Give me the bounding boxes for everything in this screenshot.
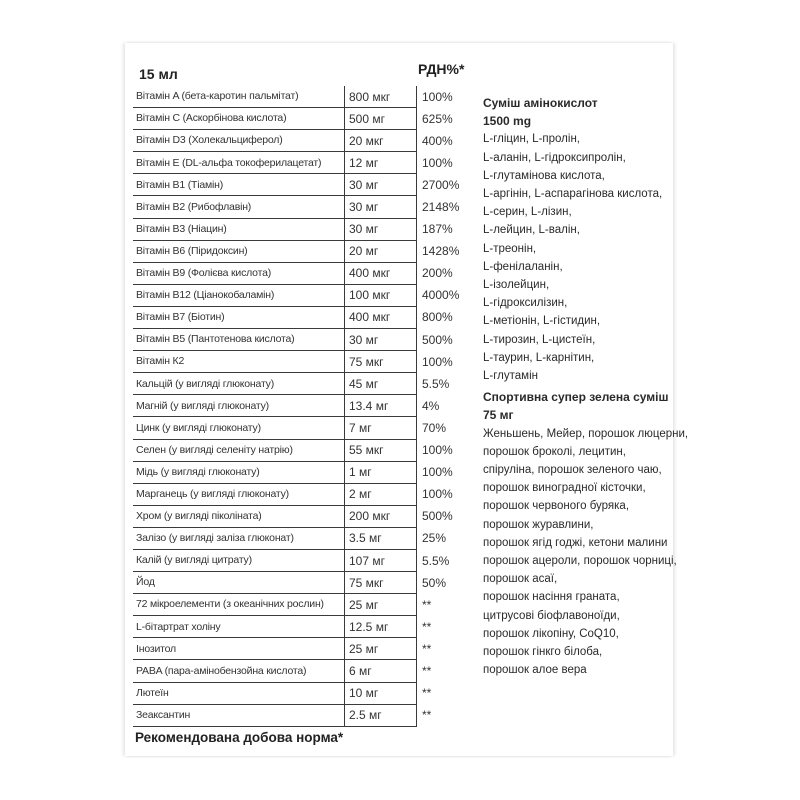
ingredient-line: L-глутамінова кислота, — [483, 169, 605, 182]
ingredient-line: порошок виноградної кісточки, — [483, 482, 646, 495]
nutrient-amount: 7 мг — [345, 417, 417, 439]
nutrient-daily-value: 100% — [422, 89, 453, 104]
nutrient-name: Вітамін B9 (Фолієва кислота) — [133, 262, 345, 284]
table-row — [133, 174, 482, 196]
nutrient-daily-value: 2700% — [422, 177, 460, 192]
amino-blend-list — [483, 130, 678, 385]
nutrient-amount: 25 мг — [345, 594, 417, 616]
table-row — [133, 483, 482, 505]
table-row — [133, 262, 482, 284]
nutrient-daily-value: 70% — [422, 420, 447, 435]
table-row — [133, 638, 482, 660]
table-row — [133, 240, 482, 262]
nutrient-amount: 55 мкг — [345, 439, 417, 461]
nutrient-name: Марганець (у вигляді глюконату) — [133, 483, 345, 505]
nutrient-amount: 25 мг — [345, 638, 417, 660]
nutrient-name: Вітамін C (Аскорбінова кислота) — [133, 108, 345, 130]
amino-blend-title: Суміш амінокислот — [483, 96, 598, 110]
nutrient-name: L-бітартрат холіну — [133, 616, 345, 638]
ingredient-line: порошок журавлини, — [483, 518, 594, 531]
nutrient-name: 72 мікроелементи (з океанічних рослин) — [133, 594, 345, 616]
nutrient-name: Цинк (у вигляді глюконату) — [133, 417, 345, 439]
nutrient-name: Залізо (у вигляді заліза глюконат) — [133, 527, 345, 549]
nutrient-amount: 12 мг — [345, 152, 417, 174]
table-row — [133, 704, 482, 726]
table-row — [133, 130, 482, 152]
greens-blend-title: Спортивна супер зелена суміш — [483, 390, 669, 405]
table-row — [133, 572, 482, 594]
nutrient-amount: 500 мг — [345, 108, 417, 130]
nutrient-daily-value: 4% — [422, 398, 440, 413]
nutrient-amount: 6 мг — [345, 660, 417, 682]
ingredient-line: L-гліцин, L-пролін, — [483, 133, 580, 146]
nutrient-name: Зеаксантин — [133, 704, 345, 726]
table-row — [133, 594, 482, 616]
table-row — [133, 373, 482, 395]
greens-blend-list — [483, 425, 689, 680]
table-row — [133, 196, 482, 218]
nutrient-amount: 75 мкг — [345, 572, 417, 594]
table-row — [133, 218, 482, 240]
nutrient-name: Лютеїн — [133, 682, 345, 704]
ingredient-line: L-таурин, L-карнітин, — [483, 351, 595, 364]
footnote: Рекомендована добова норма* — [135, 730, 344, 745]
table-row — [133, 660, 482, 682]
greens-blend-amount: 75 мг — [483, 408, 514, 423]
table-row — [133, 152, 482, 174]
ingredient-line: Женьшень, Мейер, порошок люцерни, — [483, 427, 689, 440]
table-row — [133, 682, 482, 704]
nutrient-amount: 20 мкг — [345, 130, 417, 152]
nutrient-daily-value: ** — [422, 686, 432, 701]
ingredient-line: порошок ацероли, порошок чорниці, — [483, 555, 677, 568]
nutrient-amount: 30 мг — [345, 196, 417, 218]
nutrient-daily-value: ** — [422, 663, 432, 678]
nutrient-name: Вітамін B3 (Ніацин) — [133, 218, 345, 240]
ingredient-line: спіруліна, порошок зеленого чаю, — [483, 464, 662, 477]
nutrient-name: Вітамін D3 (Холекальциферол) — [133, 130, 345, 152]
nutrient-daily-value: 100% — [422, 465, 453, 480]
nutrient-name: Калій (у вигляді цитрату) — [133, 549, 345, 571]
nutrient-name: Вітамін К2 — [133, 351, 345, 373]
ingredient-line: порошок ягід годжі, кетони малини — [483, 536, 668, 549]
nutrient-daily-value: 625% — [422, 111, 453, 126]
ingredient-line: цитрусові біофлавоноїди, — [483, 609, 620, 622]
nutrient-name: Вітамін B2 (Рибофлавін) — [133, 196, 345, 218]
nutrient-daily-value: 500% — [422, 332, 453, 347]
nutrient-daily-value: 800% — [422, 310, 453, 325]
nutrient-name: Мідь (у вигляді глюконату) — [133, 461, 345, 483]
nutrient-amount: 75 мкг — [345, 351, 417, 373]
nutrient-name: Селен (у вигляді селеніту натрію) — [133, 439, 345, 461]
nutrient-daily-value: 100% — [422, 354, 453, 369]
nutrient-amount: 13.4 мг — [345, 395, 417, 417]
table-row — [133, 108, 482, 130]
nutrient-daily-value: 4000% — [422, 288, 460, 303]
table-row — [133, 461, 482, 483]
nutrient-daily-value: 2148% — [422, 200, 460, 215]
table-row — [133, 616, 482, 638]
table-row — [133, 86, 482, 108]
nutrient-amount: 30 мг — [345, 329, 417, 351]
nutrient-amount: 10 мг — [345, 682, 417, 704]
table-row — [133, 439, 482, 461]
ingredient-line: L-метіонін, L-гістидин, — [483, 315, 601, 328]
nutrient-daily-value: ** — [422, 708, 432, 723]
nutrient-name: Хром (у вигляді пiколiната) — [133, 505, 345, 527]
nutrient-amount: 30 мг — [345, 174, 417, 196]
ingredient-line: L-ізолейцин, — [483, 279, 550, 292]
nutrient-daily-value: 5.5% — [422, 553, 450, 568]
ingredient-line: порошок лікопіну, CoQ10, — [483, 627, 619, 640]
table-row — [133, 549, 482, 571]
nutrient-daily-value: 100% — [422, 155, 453, 170]
ingredient-line: L-серин, L-лізин, — [483, 206, 572, 219]
serving-size: 15 мл — [139, 66, 178, 82]
nutrient-name: Інозитол — [133, 638, 345, 660]
nutrient-daily-value: ** — [422, 619, 432, 634]
nutrient-daily-value: 200% — [422, 266, 453, 281]
nutrient-name: Вітамін B5 (Пантотенова кислота) — [133, 329, 345, 351]
nutrient-name: Кальцій (у вигляді глюконату) — [133, 373, 345, 395]
table-row — [133, 306, 482, 328]
ingredient-line: порошок червоного буряка, — [483, 500, 630, 513]
nutrient-daily-value: 1428% — [422, 244, 460, 259]
table-row — [133, 417, 482, 439]
nutrient-amount: 3.5 мг — [345, 527, 417, 549]
nutrient-name: Вітамін B1 (Тіамін) — [133, 174, 345, 196]
nutrient-amount: 107 мг — [345, 549, 417, 571]
nutrient-amount: 30 мг — [345, 218, 417, 240]
ingredient-line: L-аланін, L-гідроксипролін, — [483, 151, 626, 164]
ingredient-line: порошок броколі, лецитин, — [483, 445, 626, 458]
nutrient-amount: 12.5 мг — [345, 616, 417, 638]
nutrient-amount: 20 мг — [345, 240, 417, 262]
table-row — [133, 505, 482, 527]
daily-value-header: РДН%* — [418, 61, 465, 77]
nutrient-daily-value: 25% — [422, 531, 447, 546]
table-row — [133, 527, 482, 549]
ingredient-line: L-фенілаланін, — [483, 260, 563, 273]
ingredient-line: L-глутамін — [483, 370, 538, 383]
table-row — [133, 395, 482, 417]
nutrient-name: Вітамін B7 (Біотин) — [133, 306, 345, 328]
table-row — [133, 351, 482, 373]
nutrient-amount: 1 мг — [345, 461, 417, 483]
ingredients-column — [483, 94, 689, 680]
ingredient-line: порошок насіння граната, — [483, 591, 620, 604]
nutrient-daily-value: 500% — [422, 509, 453, 524]
ingredient-line: L-треонін, — [483, 242, 537, 255]
nutrient-name: Вітамін B6 (Піридоксин) — [133, 240, 345, 262]
nutrition-table — [133, 86, 482, 727]
ingredient-line: L-гідроксилізин, — [483, 297, 568, 310]
nutrient-name: Йод — [133, 572, 345, 594]
nutrient-daily-value: 100% — [422, 443, 453, 458]
nutrient-daily-value: ** — [422, 641, 432, 656]
nutrient-daily-value: ** — [422, 597, 432, 612]
nutrient-name: PABA (пара-амінобензойна кислота) — [133, 660, 345, 682]
nutrient-amount: 45 мг — [345, 373, 417, 395]
ingredient-line: порошок гінкго білоба, — [483, 646, 603, 659]
ingredient-line: L-тирозин, L-цистеїн, — [483, 333, 596, 346]
nutrient-amount: 2 мг — [345, 483, 417, 505]
nutrient-amount: 400 мкг — [345, 306, 417, 328]
nutrient-name: Вітамін B12 (Ціанокобаламін) — [133, 284, 345, 306]
nutrient-daily-value: 50% — [422, 575, 447, 590]
ingredient-line: L-лейцин, L-валін, — [483, 224, 580, 237]
nutrient-name: Магній (у вигляді глюконату) — [133, 395, 345, 417]
ingredient-line: порошок асаї, — [483, 573, 558, 586]
nutrient-amount: 800 мкг — [345, 86, 417, 108]
nutrient-amount: 400 мкг — [345, 262, 417, 284]
nutrient-name: Вітамін A (бета-каротин пальмітат) — [133, 86, 345, 108]
nutrient-daily-value: 400% — [422, 133, 453, 148]
nutrient-amount: 200 мкг — [345, 505, 417, 527]
nutrient-daily-value: 5.5% — [422, 376, 450, 391]
nutrient-daily-value: 187% — [422, 222, 453, 237]
ingredient-line: порошок алое вера — [483, 664, 587, 677]
nutrient-name: Вітамін E (DL-альфа токоферилацетат) — [133, 152, 345, 174]
nutrient-amount: 2.5 мг — [345, 704, 417, 726]
nutrient-amount: 100 мкг — [345, 284, 417, 306]
table-row — [133, 284, 482, 306]
table-row — [133, 329, 482, 351]
ingredient-line: L-аргінін, L-аспарагінова кислота, — [483, 188, 663, 201]
amino-blend-amount: 1500 mg — [483, 114, 532, 129]
nutrient-daily-value: 100% — [422, 487, 453, 502]
